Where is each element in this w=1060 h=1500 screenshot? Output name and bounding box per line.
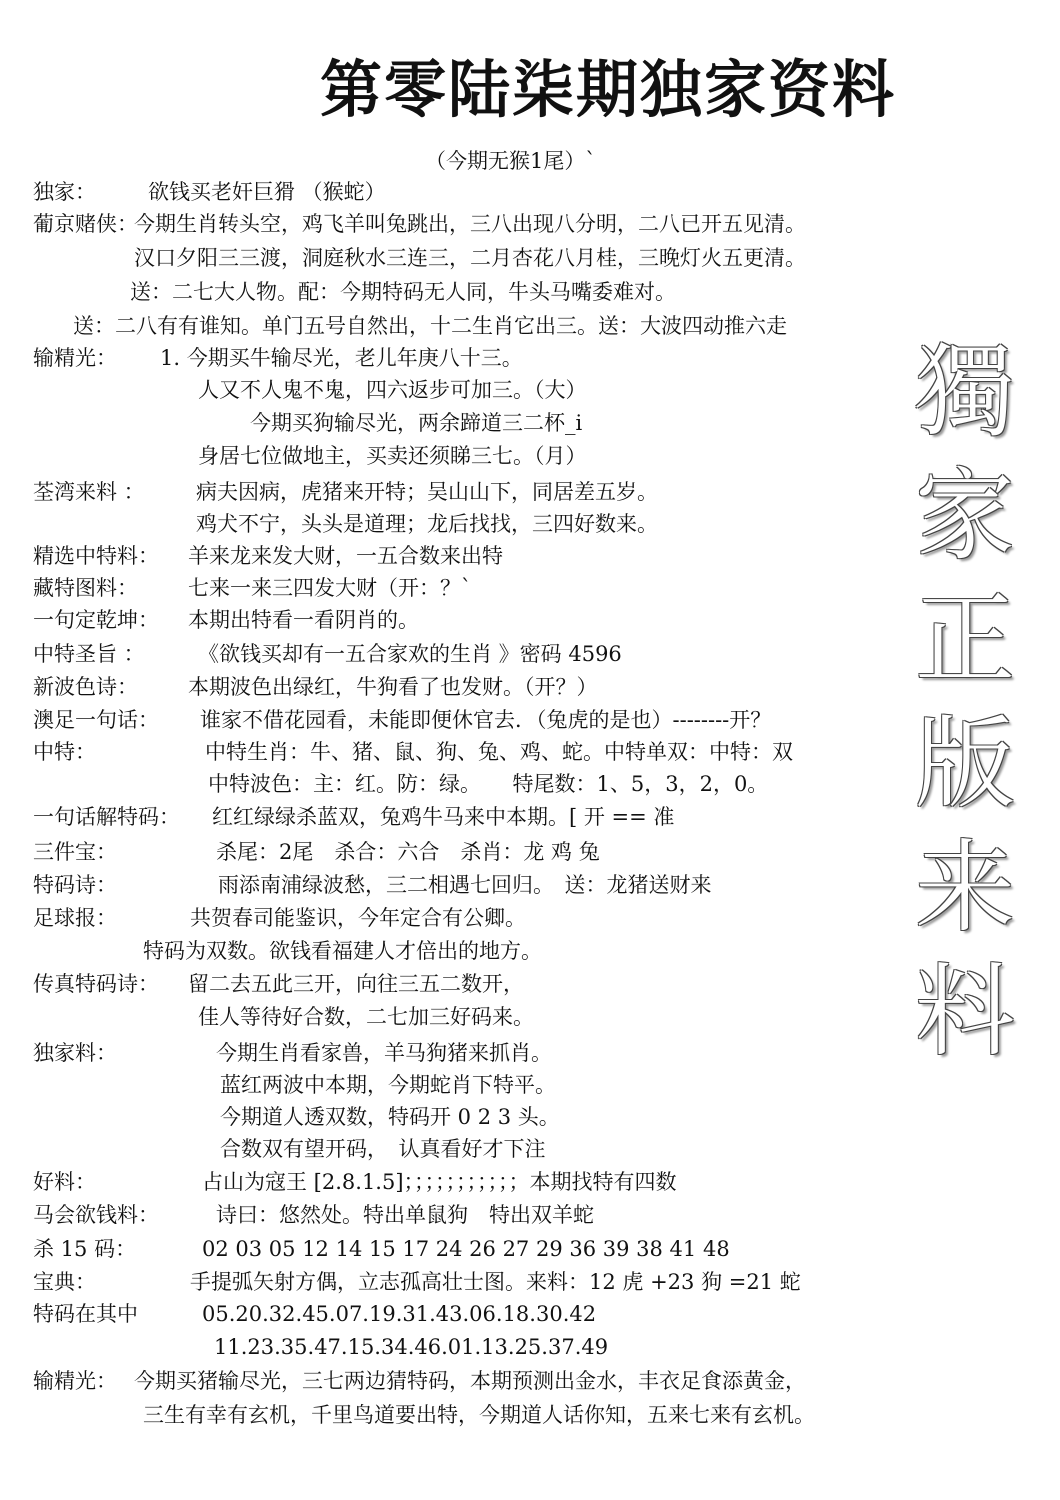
- row-line: 蓝红两波中本期，今期蛇肖下特平。: [220, 1073, 556, 1097]
- row-label: 好料：: [33, 1170, 96, 1194]
- row-label: 澳足一句话：: [33, 708, 159, 732]
- row-line: 杀尾：2尾 杀合：六合 杀肖：龙 鸡 兔: [216, 840, 600, 864]
- row-line: 今期买狗输尽光，两余蹄道三二杯_i: [250, 411, 583, 435]
- row-label: 宝典：: [33, 1270, 96, 1294]
- row-line: 特码为双数。欲钱看福建人才倍出的地方。: [143, 939, 542, 963]
- row-label: 荃湾来料 ：: [33, 480, 145, 504]
- row-line: 七来一来三四发大财（开：？`: [188, 576, 472, 600]
- row-line: 三生有幸有玄机，千里鸟道要出特，今期道人话你知，五来七来有玄机。: [143, 1403, 815, 1427]
- row-line: 《欲钱买却有一五合家欢的生肖 》密码 4596: [198, 642, 622, 666]
- row-label: 独家：: [33, 180, 96, 204]
- row-line: 本期出特看一看阴肖的。: [188, 608, 419, 632]
- row-line: 合数双有望开码， 认真看好才下注: [220, 1137, 546, 1161]
- row-line: 中特波色：主：红。防：绿。 特尾数：1、5，3，2，0。: [208, 772, 769, 796]
- row-label: 中特：: [33, 740, 96, 764]
- row-line: 人又不人鬼不鬼，四六返步可加三。（大）: [198, 378, 587, 402]
- row-line: 共贺春司能鉴识，今年定合有公卿。: [190, 906, 526, 930]
- side-stamp-char: 家: [915, 457, 1015, 574]
- row-line: 今期生肖转头空，鸡飞羊叫兔跳出，三八出现八分明，二八已开五见清。: [134, 212, 806, 236]
- row-label: 新波色诗：: [33, 675, 138, 699]
- row-label: 中特圣旨 ：: [33, 642, 145, 666]
- row-label: 马会欲钱料：: [33, 1203, 159, 1227]
- row-line: 汉口夕阳三三渡，洞庭秋水三连三，二月杏花八月桂，三晚灯火五更清。: [134, 246, 806, 270]
- row-line: 手提弧矢射方偶，立志孤高壮士图。来料：12 虎 +23 狗 =21 蛇: [190, 1270, 801, 1294]
- row-line: 今期买猪输尽光，三七两边猜特码，本期预测出金水，丰衣足食添黄金，: [134, 1369, 806, 1393]
- row-line: 02 03 05 12 14 15 17 24 26 27 29 36 39 38 41 48: [202, 1237, 730, 1261]
- row-line: 11.23.35.47.15.34.46.01.13.25.37.49: [214, 1335, 609, 1359]
- row-label: 葡京赌侠：: [33, 212, 138, 236]
- row-line: 本期波色出绿红，牛狗看了也发财。（开？）: [188, 675, 598, 699]
- row-label: 一句话解特码：: [33, 805, 180, 829]
- row-label: 特码在其中: [33, 1302, 138, 1326]
- row-line: 鸡犬不宁，头头是道理；龙后找找，三四好数来。: [196, 512, 658, 536]
- row-label: 传真特码诗：: [33, 972, 159, 996]
- row-label: 一句定乾坤：: [33, 608, 159, 632]
- row-line: 送：二七大人物。配：今期特码无人同，牛头马嘴委难对。: [130, 280, 676, 304]
- row-line: 送：二八有有谁知。单门五号自然出，十二生肖它出三。送：大波四动推六走: [73, 314, 787, 338]
- row-label: 三件宝：: [33, 840, 117, 864]
- row-label: 藏特图料：: [33, 576, 138, 600]
- row-line: 雨添南浦绿波愁，三二相遇七回归。 送：龙猪送财来: [218, 873, 712, 897]
- row-line: 今期道人透双数，特码开 0 2 3 头。: [220, 1105, 560, 1129]
- page-subtitle: （今期无猴1尾）`: [425, 149, 596, 173]
- row-line: 欲钱买老奸巨猾 （猴蛇）: [148, 180, 386, 204]
- row-line: 1. 今期买牛输尽光，老儿年庚八十三。: [160, 346, 523, 370]
- row-line: 今期生肖看家兽，羊马狗猪来抓肖。: [216, 1041, 552, 1065]
- row-line: 留二去五此三开，向往三五二数开，: [188, 972, 524, 996]
- row-line: 病夫因病，虎猪来开特；吴山山下，同居差五岁。: [196, 480, 658, 504]
- row-label: 特码诗：: [33, 873, 117, 897]
- row-label: 足球报：: [33, 906, 117, 930]
- row-label: 输精光：: [33, 346, 117, 370]
- row-line: 佳人等待好合数，二七加三好码来。: [198, 1005, 534, 1029]
- side-stamp-char: 版: [915, 705, 1015, 822]
- row-label: 输精光：: [33, 1369, 117, 1393]
- row-line: 05.20.32.45.07.19.31.43.06.18.30.42: [202, 1302, 597, 1326]
- side-stamp: [905, 330, 1025, 1074]
- row-line: 谁家不借花园看，未能即便休官去．（兔虎的是也）--------开？: [200, 708, 772, 732]
- side-stamp-char: 獨: [915, 333, 1015, 450]
- row-line: 诗曰：悠然处。特出单鼠狗 特出双羊蛇: [216, 1203, 594, 1227]
- row-label: 杀 15 码：: [33, 1237, 137, 1261]
- row-label: 独家料：: [33, 1041, 117, 1065]
- page-title: 第零陆柒期独家资料: [320, 53, 897, 126]
- side-stamp-char: 料: [915, 953, 1015, 1070]
- row-line: 身居七位做地主，买卖还须睇三七。（月）: [198, 444, 587, 468]
- side-stamp-char: 正: [915, 581, 1015, 698]
- row-line: 占山为寇王 [2.8.1.5]；；；；；；；；；；；本期找特有四数: [202, 1170, 677, 1194]
- row-line: 中特生肖：牛、猪、鼠、狗、兔、鸡、蛇。中特单双：中特：双: [205, 740, 793, 764]
- side-stamp-char: 来: [915, 829, 1015, 946]
- row-line: 羊来龙来发大财，一五合数来出特: [188, 544, 503, 568]
- row-label: 精选中特料：: [33, 544, 159, 568]
- row-line: 红红绿绿杀蓝双，兔鸡牛马来中本期。[ 开 == 准: [212, 805, 675, 829]
